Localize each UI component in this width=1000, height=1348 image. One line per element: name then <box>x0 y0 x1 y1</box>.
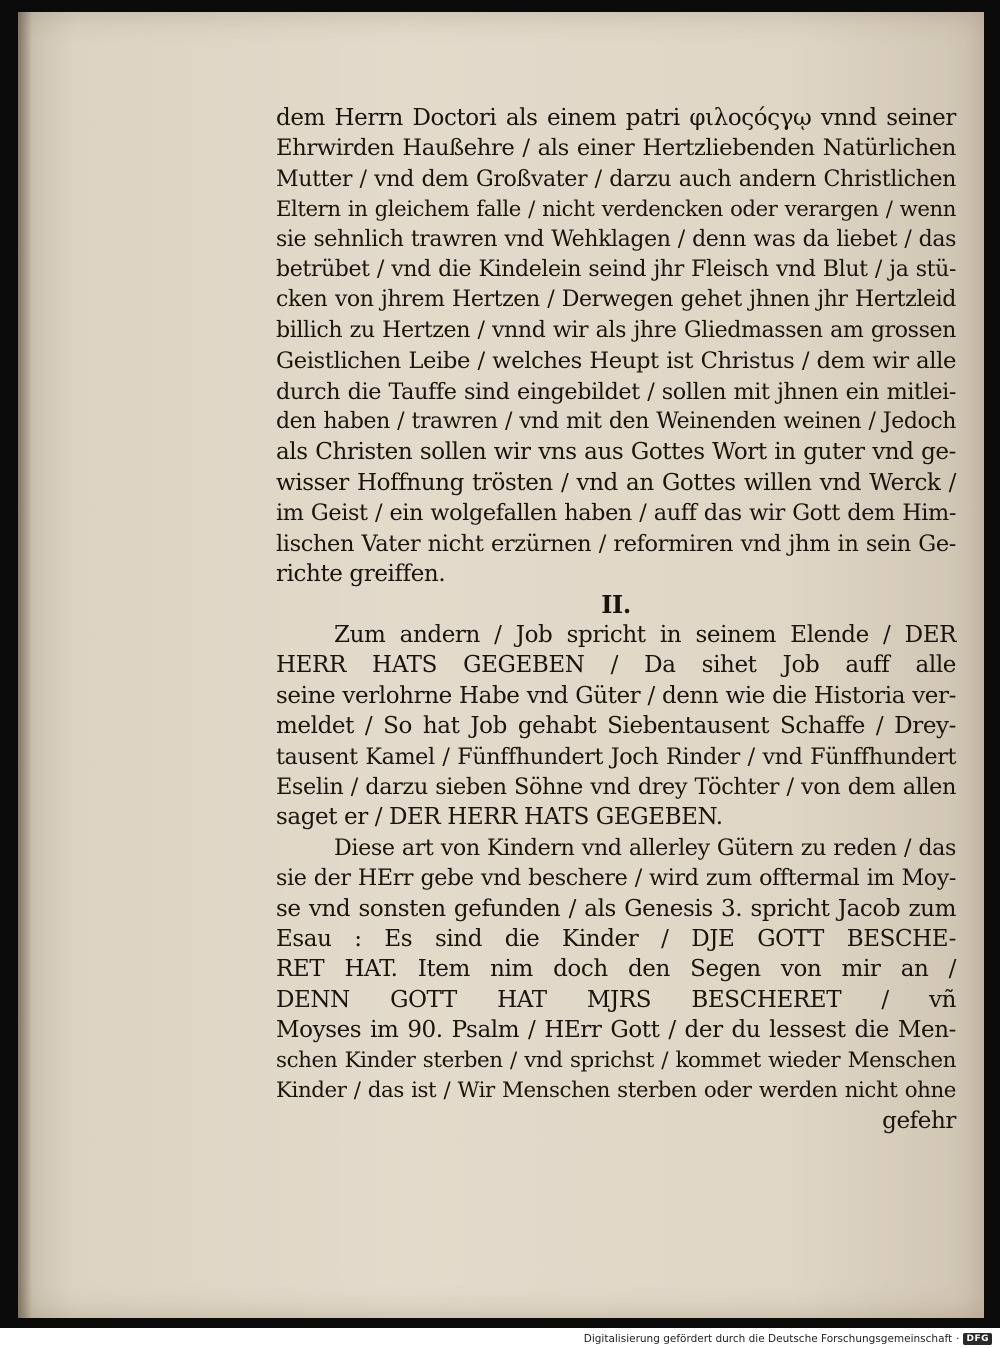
text-line: Eselin / darzu sieben Söhne vnd drey Töchter / von dem allen <box>276 773 956 800</box>
page-gutter-shadow <box>18 12 32 1318</box>
text-line: RET HAT. Item nim doch den Segen von mir an / <box>276 956 956 983</box>
text-line: dem Herrn Doctori als einem patri φιλοςόςγῳ vnnd seiner <box>276 105 956 131</box>
text-line: se vnd sonsten gefunden / als Genesis 3. spricht Jacob zum <box>276 895 956 922</box>
text-line: billich zu Hertzen / vnnd wir als jhre Gliedmassen am grossen <box>276 317 956 343</box>
text-line: Eltern in gleichem falle / nicht verdencken oder verargen / wenn <box>276 196 956 222</box>
text-line: Zum andern / Job spricht in seinem Elende / DER <box>334 621 956 648</box>
funding-credit: Digitalisierung gefördert durch die Deutsche Forschungsgemeinschaft <box>583 1333 953 1345</box>
text-line: meldet / So hat Job gehabt Siebentausent Schaffe / Drey- <box>276 713 956 740</box>
text-line: richte greiffen. <box>276 561 446 588</box>
catchword: gefehr <box>882 1108 956 1135</box>
section-heading: II. <box>601 589 631 619</box>
separator-dot: · <box>956 1333 960 1345</box>
text-line: betrübet / vnd die Kindelein seind jhr Fleisch vnd Blut / ja stü- <box>276 257 956 283</box>
text-line: saget er / DER HERR HATS GEGEBEN. <box>276 804 723 831</box>
text-line: den haben / trawren / vnd mit den Weinenden weinen / Jedoch <box>276 409 956 435</box>
text-line: HERR HATS GEGEBEN / Da sihet Job auff alle <box>276 652 956 679</box>
text-line: Moyses im 90. Psalm / HErr Gott / der du lessest die Men- <box>276 1017 956 1044</box>
text-line: Kinder / das ist / Wir Menschen sterben oder werden nicht ohne <box>276 1078 956 1103</box>
text-line: als Christen sollen wir vns aus Gottes Wort in guter vnd ge- <box>276 439 956 466</box>
text-line: cken von jhrem Hertzen / Derwegen gehet jhnen jhr Hertzleid <box>276 287 956 313</box>
text-line: schen Kinder sterben / vnd sprichst / kommet wieder Menschen <box>276 1047 956 1073</box>
text-line: Geistlichen Leibe / welches Heupt ist Christus / dem wir alle <box>276 348 956 375</box>
text-line: seine verlohrne Habe vnd Güter / denn wie die Historia ver- <box>276 682 956 709</box>
digitization-footer <box>584 1332 992 1346</box>
page-text <box>276 103 956 1137</box>
text-line: Ehrwirden Haußehre / als einer Hertzliebenden Natürlichen <box>276 135 956 162</box>
text-line: sie sehnlich trawren vnd Wehklagen / denn was da liebet / das <box>276 226 956 252</box>
text-line: sie der HErr gebe vnd beschere / wird zum offtermal im Moy- <box>276 865 956 892</box>
text-line: wisser Hoffnung trösten / vnd an Gottes willen vnd Werck / <box>276 469 956 496</box>
dfg-logo: DFG <box>963 1333 992 1345</box>
text-line: im Geist / ein wolgefallen haben / auff das wir Gott dem Him- <box>276 500 956 527</box>
text-line: tausent Kamel / Fünffhundert Joch Rinder / vnd Fünffhundert <box>276 743 956 770</box>
text-line: durch die Tauffe sind eingebildet / sollen mit jhnen ein mitlei- <box>276 378 956 405</box>
text-line: Diese art von Kindern vnd allerley Gütern zu reden / das <box>334 834 956 861</box>
text-line: Esau : Es sind die Kinder / DJE GOTT BESCHE- <box>276 925 956 952</box>
text-line: lischen Vater nicht erzürnen / reformiren vnd jhm in sein Ge- <box>276 530 956 557</box>
text-line: DENN GOTT HAT MJRS BESCHERET / vñ <box>276 986 956 1013</box>
text-line: Mutter / vnd dem Großvater / darzu auch andern Christlichen <box>276 165 956 192</box>
